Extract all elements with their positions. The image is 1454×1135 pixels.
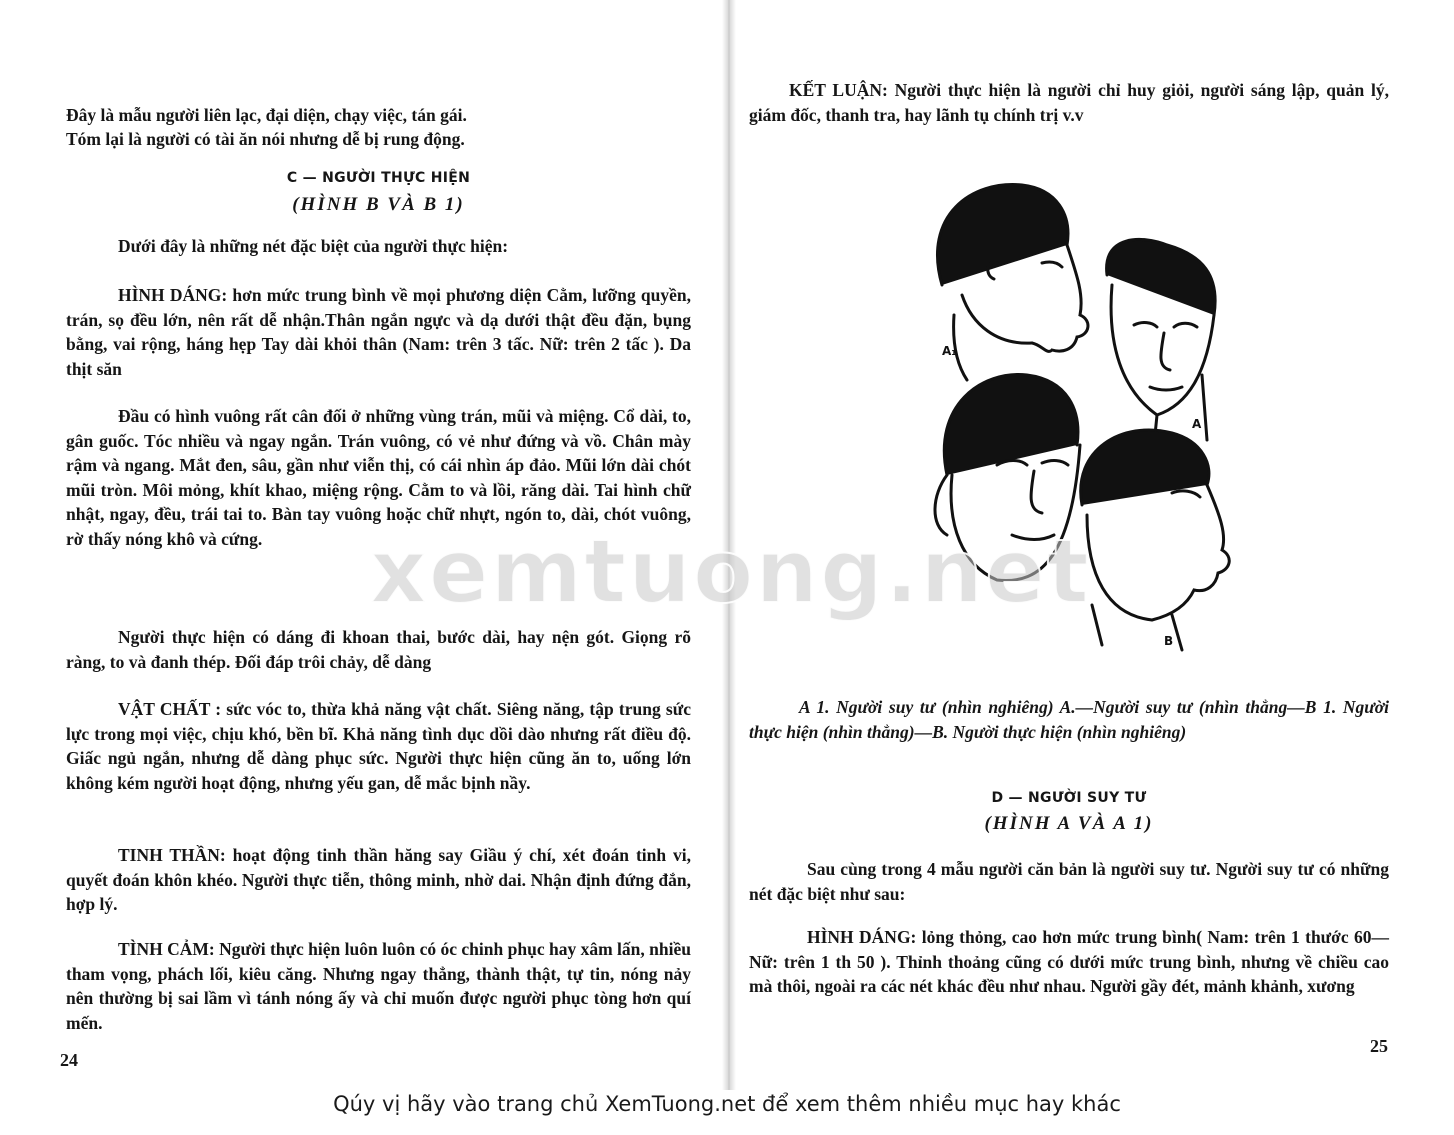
- intro-line-2: Tóm lại là người có tài ăn nói nhưng dễ bị rung động.: [66, 129, 465, 149]
- intro-features: Dưới đây là những nét đặc biệt của người thực hiện:: [118, 236, 509, 256]
- page-number-right: 25: [1370, 1036, 1388, 1056]
- page-number-left: 24: [60, 1050, 78, 1070]
- section-d-subtitle: (HÌNH A VÀ A 1): [984, 813, 1154, 834]
- face-b1-illustration: [935, 375, 1080, 581]
- ket-luan-paragraph: KẾT LUẬN: Người thực hiện là người chỉ huy giỏi, người sáng lập, quản lý, giám đốc, thanh tra, hay lãnh tụ chính trị v.v: [749, 80, 1389, 125]
- figure-label-b: B: [1164, 634, 1174, 648]
- tinh-cam-paragraph: TÌNH CẢM: Người thực hiện luôn luôn có óc chinh phục hay xâm lấn, nhiều tham vọng, phách lối, kiêu căng. Nhưng ngay thẳng, thành thật, tự tin, nóng nảy nên thường bị sai lầm vì tánh nóng ấy và chỉ muốn được người phục tòng hơn quí mến.: [66, 939, 691, 1033]
- hinh-dang-paragraph: HÌNH DÁNG: hơn mức trung bình về mọi phương diện Cằm, lưỡng quyền, trán, sọ đều lớn, nên rất dễ nhận.Thân ngắn ngực và dạ dưới thật đều đặn, bụng bằng, vai rộng, háng hẹp Tay dài khỏi thân (Nam: trên 3 tấc. Nữ: trên 2 tấc ). Da thịt săn: [66, 285, 691, 379]
- suy-tu-hinh-dang-paragraph: HÌNH DÁNG: lỏng thỏng, cao hơn mức trung bình( Nam: trên 1 thước 60— Nữ: trên 1 th 50 ). Thỉnh thoảng cũng có dưới mức trung bình, nhưng về chiều cao mà thôi, ngoài ra các nét khác đều như nhau. Người gầy đét, mảnh khảnh, xương: [749, 927, 1389, 996]
- right-page: [727, 0, 1454, 1090]
- section-c-subtitle: (HÌNH B VÀ B 1): [292, 194, 465, 215]
- figure-label-a1: A₁: [942, 344, 957, 358]
- section-c-title: C — NGƯỜI THỰC HIỆN: [286, 170, 471, 186]
- intro-line-1: Đây là mẫu người liên lạc, đại diện, chạy việc, tán gái.: [66, 105, 467, 125]
- figure-caption: A 1. Người suy tư (nhìn nghiêng) A.—Người suy tư (nhìn thẳng—B 1. Người thực hiện (nhìn thẳng)—B. Người thực hiện (nhìn nghiêng): [749, 697, 1389, 742]
- dau-paragraph: Đầu có hình vuông rất cân đối ở những vùng trán, mũi và miệng. Cổ dài, to, gân guốc. Tóc nhiều và ngay ngắn. Trán vuông, có vẻ như đứng và vồ. Chân mày rậm và ngang. Mắt đen, sâu, gần như viễn thị, có cái nhìn áp đảo. Mũi lớn dài chót mũi tròn. Môi mỏng, khít khao, miệng rộng. Cằm to và lồi, răng dài. Tai hình chữ nhật, ngay, đều, trái tai to. Bàn tay vuông hoặc chữ nhựt, ngón to, dài, chót vuông, rờ thấy nóng khô và cứng.: [66, 406, 691, 549]
- face-a1-illustration: [937, 185, 1087, 380]
- site-watermark: xemtuong.net: [370, 520, 1091, 623]
- footer-banner[interactable]: Qúy vị hãy vào trang chủ XemTuong.net để xem thêm nhiều mục hay khác: [333, 1092, 1121, 1116]
- figure-label-a: A: [1192, 417, 1202, 431]
- section-d-title: D — NGƯỜI SUY TƯ: [991, 790, 1147, 806]
- face-b-illustration: [1081, 430, 1230, 650]
- four-faces-illustration: [902, 175, 1242, 660]
- dang-di-paragraph: Người thực hiện có dáng đi khoan thai, bước dài, hay nện gót. Giọng rõ ràng, to và đanh thép. Đối đáp trôi chảy, dễ dàng: [66, 627, 691, 672]
- vat-chat-paragraph: VẬT CHẤT : sức vóc to, thừa khả năng vật chất. Siêng năng, tập trung sức lực trong mọi việc, chịu khó, bền bĩ. Khả năng tình dục dồi dào nhưng rất điều độ. Giấc ngủ ngắn, nhưng dễ dàng phục sức. Người thực hiện cũng ăn to, uống lớn không kém người hoạt động, nhưng yếu gan, dễ mắc bịnh nầy.: [66, 699, 691, 793]
- tinh-than-paragraph: TINH THẦN: hoạt động tinh thần hăng say Giầu ý chí, xét đoán tinh vi, quyết đoán khôn khéo. Người thực tiễn, thông minh, nhờ dai. Nhận định đứng đắn, hợp lý.: [66, 845, 691, 914]
- suy-tu-intro-paragraph: Sau cùng trong 4 mẫu người căn bản là người suy tư. Người suy tư có những nét đặc biệt như sau:: [749, 859, 1389, 904]
- face-a-illustration: [1107, 239, 1216, 445]
- left-page: [0, 0, 727, 1090]
